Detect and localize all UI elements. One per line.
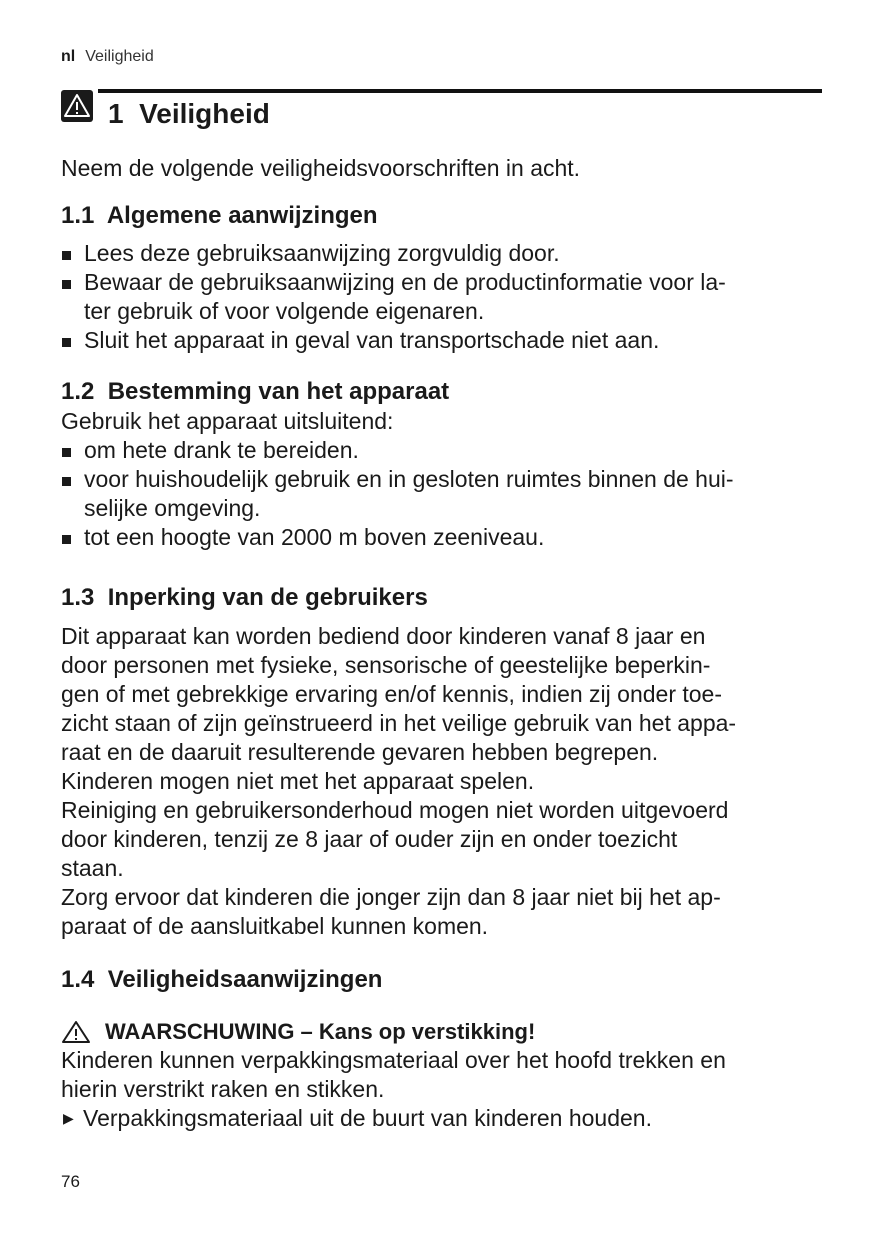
warning-triangle-icon — [61, 90, 93, 122]
intro-text: Neem de volgende veiligheidsvoorschriften in acht. — [61, 155, 581, 181]
running-header — [61, 48, 154, 66]
language-code: nl — [61, 48, 76, 65]
list-item: voor huishoudelijk gebruik en in gesloten ruimtes binnen de hui- selijke omgeving. — [61, 465, 821, 523]
section-heading-1-4: 1.4 Veiligheidsaanwijzingen — [61, 966, 383, 993]
section-heading-1-3: 1.3 Inperking van de gebruikers — [61, 584, 428, 611]
chapter-rule — [98, 89, 822, 93]
warning-title: WAARSCHUWING – Kans op verstikking! — [105, 1019, 536, 1044]
lead-text: Gebruik het apparaat uitsluitend: — [61, 408, 394, 434]
section-heading-1-1: 1.1 Algemene aanwijzingen — [61, 202, 378, 229]
action-step: ▶ Verpakkingsmateriaal uit de buurt van kinderen houden. — [63, 1105, 652, 1131]
list-item: tot een hoogte van 2000 m boven zeeniveau. — [61, 523, 821, 552]
bullet-list — [61, 239, 821, 355]
paragraph: Kinderen mogen niet met het apparaat spelen. — [61, 768, 535, 794]
page-content — [61, 154, 821, 1133]
section-heading-1-2: 1.2 Bestemming van het apparaat — [61, 378, 450, 405]
warning-triangle-icon — [61, 1020, 91, 1044]
paragraph: Dit apparaat kan worden bediend door kinderen vanaf 8 jaar en door personen met fysieke, sensorische of geestelijke beperkin- gen of met gebrekkige ervaring en/of kennis, indien zij onder toe- zicht staan of zijn geïnstrueerd in het veilige gebruik van het appa- raat en de daaruit resulterende gevaren hebben begrepen. — [61, 623, 737, 765]
section-body — [61, 622, 821, 941]
list-item: om hete drank te bereiden. — [61, 436, 821, 465]
warning-header — [61, 1017, 821, 1046]
paragraph: Reiniging en gebruikersonderhoud mogen niet worden uitgevoerd door kinderen, tenzij ze 8 jaar of ouder zijn en onder toezicht staan. — [61, 797, 729, 881]
header-section: Veiligheid — [85, 48, 154, 65]
list-item: Bewaar de gebruiksaanwijzing en de productinformatie voor la- ter gebruik of voor volgende eigenaren. — [61, 268, 821, 326]
chapter-title: 1 Veiligheid — [108, 98, 270, 129]
list-item: Lees deze gebruiksaanwijzing zorgvuldig door. — [61, 239, 821, 268]
arrow-right-icon: ▶ — [63, 1110, 74, 1126]
page-number: 76 — [61, 1172, 80, 1191]
list-item: Sluit het apparaat in geval van transportschade niet aan. — [61, 326, 821, 355]
bullet-list — [61, 436, 821, 552]
warning-text: Kinderen kunnen verpakkingsmateriaal over het hoofd trekken en hierin verstrikt raken en stikken. — [61, 1047, 726, 1102]
paragraph: Zorg ervoor dat kinderen die jonger zijn dan 8 jaar niet bij het ap- paraat of de aansluitkabel kunnen komen. — [61, 884, 721, 939]
